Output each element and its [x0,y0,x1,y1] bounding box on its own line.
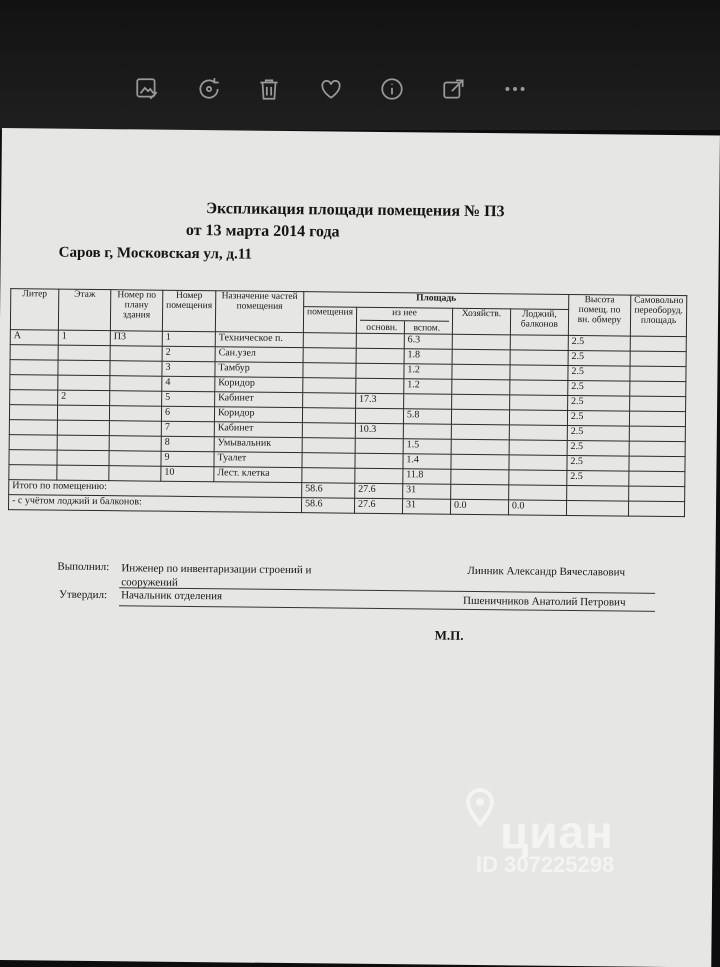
table-cell [629,441,685,457]
table-cell [9,405,57,421]
table-cell [10,345,58,361]
total-label: - с учётом лоджий и балконов: [9,495,302,513]
table-cell: 8 [161,436,214,452]
table-cell: 1.5 [403,439,451,455]
table-cell: Тамбур [215,362,303,378]
table-cell [510,380,568,396]
table-cell: 10.3 [355,423,403,439]
table-cell: 11.8 [403,469,451,485]
table-cell: А [10,330,58,346]
table-cell [355,453,403,469]
table-cell [109,421,161,437]
header-self-built: Самовольно переоборуд. площадь [630,295,687,337]
table-cell [303,378,356,394]
table-cell [356,378,404,394]
table-cell: 6.3 [404,334,452,350]
table-cell: 2.5 [567,440,629,456]
header-premises: помещения [303,307,356,334]
table-cell [509,395,567,411]
trash-icon[interactable] [252,72,286,106]
table-cell: 2.5 [568,350,630,366]
photo-viewer-toolbar [0,0,720,130]
header-plan-number: Номер по плану здания [110,290,162,332]
total-cell [566,500,628,516]
table-cell [451,439,509,455]
header-liter: Литер [10,289,58,331]
table-cell [509,455,567,471]
edit-image-icon[interactable] [130,72,164,106]
table-cell: 2.5 [567,395,629,411]
total-cell [628,501,684,517]
table-cell: 5 [162,391,215,407]
table-cell: 2 [162,346,215,362]
table-cell [302,453,355,469]
table-cell: 10 [161,466,214,482]
table-cell [509,425,567,441]
table-cell [510,335,568,351]
table-cell: 1.8 [404,349,452,365]
header-of-all-label: из нее [360,308,449,322]
performed-name: Линник Александр Вячеславович [467,564,626,579]
table-cell: 2.5 [568,380,630,396]
header-loggias: Лоджий, балконов [510,309,568,336]
table-cell [403,424,451,440]
table-cell: 1.2 [404,364,452,380]
table-cell [452,334,510,350]
table-cell: П3 [110,331,162,347]
table-cell [303,393,356,409]
total-cell: 27.6 [354,498,402,514]
table-cell [303,348,356,364]
table-cell [452,364,510,380]
table-cell [509,470,567,486]
total-label: Итого по помещению: [9,480,302,498]
total-cell: 0.0 [508,500,566,516]
table-cell [303,333,356,349]
table-cell [510,350,568,366]
table-cell [57,465,109,481]
table-cell [302,468,355,484]
table-cell: Техническое п. [215,332,303,348]
table-cell [452,379,510,395]
table-cell: 4 [162,376,215,392]
table-cell: 17.3 [355,393,403,409]
total-cell: 0.0 [450,499,508,515]
table-cell [110,346,162,362]
watermark-brand: циан [500,806,614,858]
table-cell: 1 [162,331,215,347]
table-cell: Туалет [214,452,302,468]
table-cell: 2.5 [568,335,630,351]
table-cell [10,390,58,406]
table-cell [57,450,109,466]
explication-table [8,288,687,517]
table-cell: 1 [58,330,110,346]
table-cell [57,420,109,436]
table-cell [630,381,686,397]
header-purpose: Назначение частей помещения [215,291,303,333]
table-cell [58,345,110,361]
table-cell [629,411,685,427]
table-cell: 5.8 [403,409,451,425]
table-cell [629,471,685,487]
table-cell: Умывальник [214,437,302,453]
table-cell [302,438,355,454]
total-cell [629,486,685,502]
table-cell [630,351,686,367]
table-cell [302,408,355,424]
table-cell [451,424,509,440]
total-cell: 58.6 [302,483,355,499]
total-cell [567,485,629,501]
table-cell [109,406,161,422]
approved-name: Пшеничников Анатолий Петрович [463,594,626,609]
table-cell [9,435,57,451]
table-cell: Кабинет [214,422,302,438]
table-cell [630,366,686,382]
table-cell [355,468,403,484]
location-pin-icon [462,788,498,844]
doc-address: Саров г, Московская ул, д.11 [58,244,253,263]
table-cell [356,348,404,364]
performed-role: Инженер по инвентаризации строений и сооружений [121,562,312,589]
total-cell [509,485,567,501]
table-cell: 2.5 [567,410,629,426]
table-cell [356,333,404,349]
table-cell [355,408,403,424]
table-cell [109,436,161,452]
table-cell [451,409,509,425]
table-cell: 7 [161,421,214,437]
table-cell [109,451,161,467]
table-cell: Коридор [215,377,303,393]
table-cell [58,360,110,376]
table-cell [110,361,162,377]
table-cell [58,375,110,391]
more-icon[interactable] [498,72,532,106]
header-floor: Этаж [58,289,110,331]
table-cell [451,454,509,470]
table-cell [356,363,404,379]
total-cell: 31 [402,499,450,515]
header-aux: вспом. [413,323,441,334]
table-cell [452,349,510,365]
table-cell [629,456,685,472]
total-cell [451,484,509,500]
heart-icon[interactable] [314,72,348,106]
table-cell [629,426,685,442]
table-cell [57,435,109,451]
table-cell: Кабинет [215,392,303,408]
watermark-id: ID 307225298 [476,852,615,877]
header-household: Хозяйств. [452,308,510,335]
table-cell [9,420,57,436]
header-main: основн. [360,321,405,333]
table-cell [451,469,509,485]
header-of-all [356,307,452,334]
table-cell [302,423,355,439]
total-cell: 27.6 [355,483,403,499]
doc-title: Экспликация площади помещения № П3 [206,200,505,221]
table-cell [10,375,58,391]
table-cell [509,410,567,426]
table-cell [57,405,109,421]
table-cell [403,394,451,410]
table-cell [630,336,686,352]
table-cell: 3 [162,361,215,377]
total-cell: 58.6 [301,498,354,514]
table-cell: 2 [58,390,110,406]
stamp-place: М.П. [434,627,464,643]
total-cell: 31 [403,484,451,500]
performed-label: Выполнил: [57,560,110,574]
header-room-number: Номер помещения [162,290,215,332]
table-cell: 2.5 [568,365,630,381]
table-cell [109,466,161,482]
table-cell: 1.4 [403,454,451,470]
table-cell: Сан.узел [215,347,303,363]
table-cell: 2.5 [567,470,629,486]
table-cell [451,394,509,410]
header-height: Высота помещ. по вн. обмеру [568,294,630,336]
approved-label: Утвердил: [59,588,108,602]
table-cell: Коридор [214,407,302,423]
table-cell: 2.5 [567,425,629,441]
approved-role: Начальник отделения [121,589,223,603]
table-body [9,330,687,517]
table-cell: 1.2 [404,379,452,395]
table-cell [629,396,685,412]
table-cell [10,360,58,376]
doc-date: от 13 марта 2014 года [185,221,340,241]
header-area: Площадь [304,292,569,310]
table-cell [303,363,356,379]
table-cell [9,450,57,466]
share-icon[interactable] [437,72,471,106]
table-cell: 6 [161,406,214,422]
rotate-icon[interactable] [192,72,226,106]
table-cell: Лест. клетка [214,467,302,483]
table-cell [110,376,162,392]
table-cell [510,365,568,381]
info-icon[interactable] [375,72,409,106]
table-cell: 2.5 [567,455,629,471]
table-cell [9,465,57,481]
table-cell [509,440,567,456]
table-cell [110,391,162,407]
table-cell [355,438,403,454]
table-cell: 9 [161,451,214,467]
